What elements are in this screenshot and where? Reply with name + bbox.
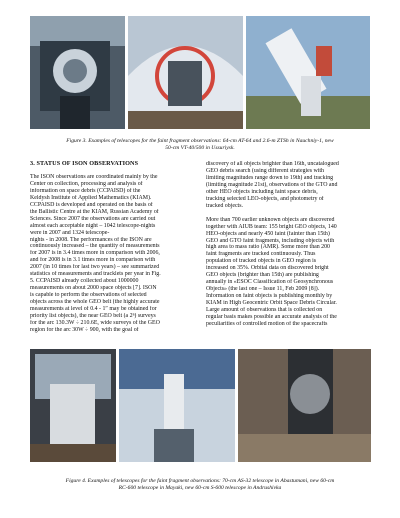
figure3-photo-at64 (30, 16, 125, 129)
figure3-caption-line2: 50-cm VT-40/500 in Ussuriysk. (165, 145, 235, 151)
figure4-photo-as32 (30, 349, 116, 462)
left-paragraph-1-line: 5. CCPAISD already collected about 1000000 (30, 278, 139, 285)
figure4-photo-rc600 (119, 349, 235, 462)
right-paragraph-1-line: tracked objects. (206, 202, 243, 209)
right-paragraph-1-line: (limiting magnitude 21st), observations of the GTO and (206, 181, 338, 188)
figure3-caption-line1: Figure 3. Examples of telescopes for the faint fragment observations: 64-cm AT-64 and 2.6-m ZTSh in Nauchniy-1, new (66, 138, 334, 144)
right-paragraph-2-line: increased on 35%. Orbital data on discovered bright (206, 265, 329, 272)
left-paragraph-1-line: Center on collection, processing and analysis of (30, 180, 143, 187)
right-paragraph-2 (206, 217, 371, 328)
left-paragraph-1-line: CCPAISD is developed and operated on the basis of (30, 201, 153, 208)
figure3-photos (30, 16, 370, 129)
right-paragraph-2-line: peculiarities of controlled motion of the spacecrafts (206, 320, 328, 327)
left-paragraph-1-line: the Ballistic Centre at the KIAM, Russian Academy of (30, 208, 159, 215)
right-paragraph-2-line: HEO-objects and nearly 450 faint (fainter than 15th) (206, 230, 330, 237)
left-paragraph-1-line: The ISON observations are coordinated mainly by the (30, 173, 158, 180)
right-paragraph-2-line: together with AIUB team: 155 bright GEO objects, 140 (206, 223, 337, 230)
left-paragraph-1-line: continuously increased – the quantity of measurements (30, 243, 160, 250)
left-paragraph-1-line: measurements at level of 0.4 - 1″ may be obtained for (30, 306, 157, 313)
left-paragraph-1-line: for the arc 130.3W ÷ 210.6E, wide surveys of the GEO (30, 319, 160, 326)
figure3-photo-ztsh (128, 16, 243, 129)
figure4-caption (30, 478, 370, 492)
left-paragraph-1-line: Sciences. Since 2007 the observations are carried out (30, 215, 156, 222)
right-paragraph-2-line: Large amount of observations that is collected on (206, 307, 323, 314)
left-paragraph-1-line: statistics of measurements and tracklets per year in Fig. (30, 271, 161, 278)
right-paragraph-2-line: faint fragments are tracked continuously. Thus (206, 251, 316, 258)
right-paragraph-2-line: annually in «ESOC Classification of Geosynchronous (206, 279, 334, 286)
left-paragraph-1-line: almost each acceptable night – 1042 telescope-nights (30, 222, 156, 229)
right-paragraph-2-line: population of tracked objects in GEO region is (206, 258, 317, 265)
left-paragraph-1-line: objects across the whole GEO belt (the highly accurate (30, 299, 160, 306)
right-column (206, 161, 371, 332)
left-paragraph-1-line: Keldysh Institute of Applied Mathematics (KIAM). (30, 194, 152, 201)
left-paragraph-1-line: region for the arc 30W ÷ 900, with the goal of (30, 326, 139, 333)
right-paragraph-1-line: other HEO objects including faint space debris, (206, 188, 318, 195)
right-paragraph-2-line: high area to mass ratio (AMR). Some more than 200 (206, 244, 331, 251)
figure4-photo-s600 (238, 349, 371, 462)
left-paragraph-1 (30, 174, 195, 334)
right-paragraph-2-line: GEO objects (brighter than 15th) are publishing (206, 272, 319, 279)
right-paragraph-1-line: tracking selected LEO-objects, and photometry of (206, 195, 324, 202)
left-paragraph-1-line: were in 2007 and 1324 telescope- (30, 229, 110, 236)
figure3-caption (30, 138, 370, 152)
right-paragraph-1-line: discovery of all objects brighter than 16th, uncatalogued (206, 161, 339, 167)
right-paragraph-1-line: GEO debris search (using different strategies with (206, 167, 324, 174)
figure4-caption-line2: RC-600 telescope in Mayaki, new 60-cm S-600 telescope in Andrushivka (118, 485, 282, 491)
left-paragraph-1-line: 2007 (in 10 times for last two years) – see summarized (30, 264, 160, 271)
right-paragraph-1 (206, 161, 371, 210)
right-paragraph-2-line: GEO and GTO faint fragments, including objects with (206, 237, 335, 244)
right-paragraph-1-line: limiting magnitudes range down to 19th) and tracking (206, 174, 334, 181)
left-column (30, 161, 195, 338)
right-paragraph-2-line: KIAM in High Geocentric Orbit Space Debris Circular. (206, 300, 337, 307)
figure4-caption-line1: Figure 4. Examples of telescopes for the faint fragment observations: 70-cm AS-32 telescope in Abastumani, new 60-cm (65, 478, 335, 484)
section-heading: 3. STATUS OF ISON OBSERVATIONS (30, 160, 139, 167)
right-paragraph-2-line: Information on faint objects is publishing monthly by (206, 293, 333, 300)
right-paragraph-2-line: Objects» (the last one – Issue 11, Feb 2009 [8]). (206, 286, 320, 293)
left-paragraph-1-line: and for 2008 is in 3.1 times more in comparison with (30, 257, 156, 264)
left-paragraph-1-line: priority list objects), the near GEO belt (a 2ⁿ) surveys (30, 313, 156, 320)
right-paragraph-2-line: More than 700 earlier unknown objects are discovered (206, 216, 335, 223)
left-paragraph-1-line: nights - in 2008. The performances of the ISON are (30, 236, 152, 243)
left-paragraph-1-line: is capable to perform the observations of selected (30, 292, 147, 299)
figure3-photo-vt40 (246, 16, 370, 129)
left-paragraph-1-line: measurements on about 2000 space objects [7]. ISON (30, 285, 157, 292)
left-paragraph-1-line: for 2007 is in 3.4 times more in comparison with 2006, (30, 250, 160, 257)
figure4-photos (30, 349, 371, 462)
right-paragraph-2-line: regular basis makes possible an accurate analysis of the (206, 314, 337, 321)
left-paragraph-1-line: information on space debris (CCPAISD) of the (30, 187, 141, 194)
